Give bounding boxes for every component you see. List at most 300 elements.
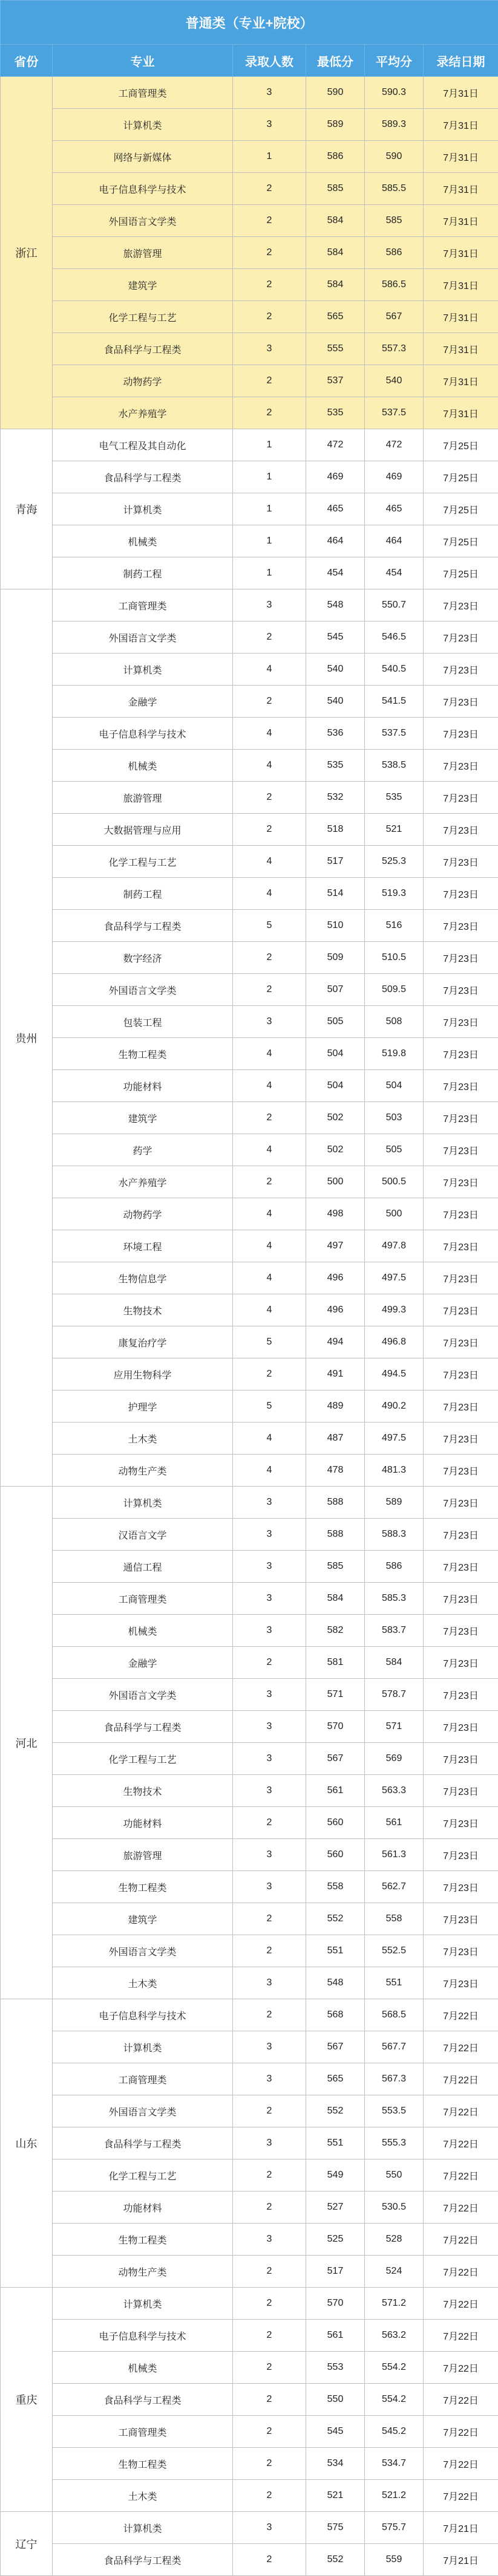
avg-score-cell: 503: [365, 1102, 424, 1134]
table-row: [1, 2352, 498, 2384]
major-cell: 外国语言文学类: [53, 1679, 233, 1711]
date-cell: 7月23日: [424, 1294, 498, 1326]
major-cell: 机械类: [53, 525, 233, 557]
table-row: [1, 1262, 498, 1294]
major-cell: 计算机类: [53, 2031, 233, 2063]
avg-score-cell: 563.2: [365, 2320, 424, 2352]
date-cell: 7月23日: [424, 1006, 498, 1038]
date-cell: 7月23日: [424, 910, 498, 942]
avg-score-cell: 508: [365, 1006, 424, 1038]
min-score-cell: 517: [306, 2256, 365, 2288]
admitted-count-cell: 3: [233, 1711, 306, 1743]
avg-score-cell: 567: [365, 301, 424, 333]
min-score-cell: 584: [306, 237, 365, 269]
min-score-cell: 548: [306, 1967, 365, 1999]
table-row: [1, 2384, 498, 2416]
major-cell: 大数据管理与应用: [53, 814, 233, 846]
admitted-count-cell: 2: [233, 1647, 306, 1679]
avg-score-cell: 562.7: [365, 1871, 424, 1903]
table-row: [1, 1935, 498, 1967]
table-row: [1, 1967, 498, 1999]
header-major: 专业: [53, 45, 233, 77]
table-row: [1, 2480, 498, 2512]
admitted-count-cell: 3: [233, 77, 306, 109]
major-cell: 动物药学: [53, 365, 233, 397]
admitted-count-cell: 3: [233, 333, 306, 365]
table-row: [1, 1390, 498, 1423]
admitted-count-cell: 3: [233, 1615, 306, 1647]
major-cell: 食品科学与工程类: [53, 2544, 233, 2576]
avg-score-cell: 578.7: [365, 1679, 424, 1711]
date-cell: 7月23日: [424, 1615, 498, 1647]
header-min-score: 最低分: [306, 45, 365, 77]
avg-score-cell: 538.5: [365, 750, 424, 782]
table-row: [1, 1102, 498, 1134]
admitted-count-cell: 4: [233, 846, 306, 878]
date-cell: 7月22日: [424, 2256, 498, 2288]
date-cell: 7月31日: [424, 365, 498, 397]
province-cell: 浙江: [1, 77, 53, 429]
major-cell: 计算机类: [53, 109, 233, 141]
table-row: [1, 686, 498, 718]
avg-score-cell: 519.8: [365, 1038, 424, 1070]
table-row: [1, 942, 498, 974]
major-cell: 工商管理类: [53, 2063, 233, 2095]
min-score-cell: 550: [306, 2384, 365, 2416]
table-row: [1, 910, 498, 942]
avg-score-cell: 585.5: [365, 173, 424, 205]
avg-score-cell: 571.2: [365, 2288, 424, 2320]
table-row: [1, 173, 498, 205]
table-row: [1, 301, 498, 333]
admitted-count-cell: 2: [233, 1807, 306, 1839]
min-score-cell: 551: [306, 2127, 365, 2159]
table-row: [1, 1679, 498, 1711]
min-score-cell: 497: [306, 1230, 365, 1262]
min-score-cell: 521: [306, 2480, 365, 2512]
province-cell: 辽宁: [1, 2512, 53, 2576]
date-cell: 7月25日: [424, 557, 498, 589]
table-row: [1, 141, 498, 173]
min-score-cell: 585: [306, 1551, 365, 1583]
date-cell: 7月31日: [424, 333, 498, 365]
date-cell: 7月23日: [424, 846, 498, 878]
admitted-count-cell: 3: [233, 2224, 306, 2256]
date-cell: 7月23日: [424, 1198, 498, 1230]
min-score-cell: 510: [306, 910, 365, 942]
table-row: [1, 654, 498, 686]
avg-score-cell: 585.3: [365, 1583, 424, 1615]
avg-score-cell: 561.3: [365, 1839, 424, 1871]
major-cell: 水产养殖学: [53, 1166, 233, 1198]
admitted-count-cell: 2: [233, 2288, 306, 2320]
table-row: [1, 557, 498, 589]
min-score-cell: 568: [306, 1999, 365, 2031]
date-cell: 7月23日: [424, 1551, 498, 1583]
table-row: [1, 2224, 498, 2256]
major-cell: 环境工程: [53, 1230, 233, 1262]
table-row: [1, 782, 498, 814]
date-cell: 7月23日: [424, 974, 498, 1006]
avg-score-cell: 563.3: [365, 1775, 424, 1807]
min-score-cell: 532: [306, 782, 365, 814]
admitted-count-cell: 3: [233, 1967, 306, 1999]
date-cell: 7月23日: [424, 1807, 498, 1839]
date-cell: 7月23日: [424, 1711, 498, 1743]
table-row: [1, 2159, 498, 2192]
date-cell: 7月25日: [424, 429, 498, 461]
admitted-count-cell: 4: [233, 750, 306, 782]
major-cell: 生物技术: [53, 1294, 233, 1326]
admitted-count-cell: 1: [233, 461, 306, 493]
date-cell: 7月22日: [424, 2031, 498, 2063]
table-row: [1, 2063, 498, 2095]
admitted-count-cell: 2: [233, 1166, 306, 1198]
major-cell: 化学工程与工艺: [53, 1743, 233, 1775]
major-cell: 工商管理类: [53, 1583, 233, 1615]
major-cell: 化学工程与工艺: [53, 301, 233, 333]
admitted-count-cell: 2: [233, 1358, 306, 1390]
table-row: [1, 589, 498, 621]
avg-score-cell: 521: [365, 814, 424, 846]
date-cell: 7月23日: [424, 654, 498, 686]
min-score-cell: 589: [306, 109, 365, 141]
major-cell: 外国语言文学类: [53, 974, 233, 1006]
major-cell: 计算机类: [53, 2288, 233, 2320]
avg-score-cell: 575.7: [365, 2512, 424, 2544]
min-score-cell: 536: [306, 718, 365, 750]
avg-score-cell: 553.5: [365, 2095, 424, 2127]
date-cell: 7月23日: [424, 1390, 498, 1423]
avg-score-cell: 499.3: [365, 1294, 424, 1326]
admitted-count-cell: 3: [233, 1743, 306, 1775]
admitted-count-cell: 2: [233, 365, 306, 397]
date-cell: 7月22日: [424, 2063, 498, 2095]
province-cell: 贵州: [1, 589, 53, 1487]
admitted-count-cell: 2: [233, 1935, 306, 1967]
avg-score-cell: 550: [365, 2159, 424, 2192]
major-cell: 动物生产类: [53, 1455, 233, 1487]
major-cell: 土木类: [53, 2480, 233, 2512]
min-score-cell: 558: [306, 1871, 365, 1903]
admitted-count-cell: 3: [233, 1679, 306, 1711]
min-score-cell: 517: [306, 846, 365, 878]
date-cell: 7月31日: [424, 301, 498, 333]
table-row: [1, 269, 498, 301]
admitted-count-cell: 2: [233, 1102, 306, 1134]
table-row: [1, 974, 498, 1006]
min-score-cell: 553: [306, 2352, 365, 2384]
date-cell: 7月22日: [424, 2384, 498, 2416]
major-cell: 功能材料: [53, 2192, 233, 2224]
date-cell: 7月31日: [424, 269, 498, 301]
major-cell: 动物生产类: [53, 2256, 233, 2288]
avg-score-cell: 583.7: [365, 1615, 424, 1647]
table-row: [1, 1615, 498, 1647]
min-score-cell: 560: [306, 1807, 365, 1839]
date-cell: 7月23日: [424, 814, 498, 846]
avg-score-cell: 557.3: [365, 333, 424, 365]
avg-score-cell: 568.5: [365, 1999, 424, 2031]
major-cell: 工商管理类: [53, 2416, 233, 2448]
admitted-count-cell: 2: [233, 269, 306, 301]
min-score-cell: 545: [306, 2416, 365, 2448]
major-cell: 旅游管理: [53, 1839, 233, 1871]
min-score-cell: 552: [306, 1903, 365, 1935]
min-score-cell: 535: [306, 750, 365, 782]
table-row: [1, 397, 498, 429]
avg-score-cell: 472: [365, 429, 424, 461]
major-cell: 建筑学: [53, 269, 233, 301]
date-cell: 7月23日: [424, 1262, 498, 1294]
header-admitted-count: 录取人数: [233, 45, 306, 77]
date-cell: 7月23日: [424, 1102, 498, 1134]
avg-score-cell: 504: [365, 1070, 424, 1102]
admitted-count-cell: 2: [233, 2159, 306, 2192]
avg-score-cell: 590.3: [365, 77, 424, 109]
avg-score-cell: 585: [365, 205, 424, 237]
date-cell: 7月22日: [424, 2224, 498, 2256]
date-cell: 7月22日: [424, 1999, 498, 2031]
table-row: [1, 750, 498, 782]
min-score-cell: 565: [306, 301, 365, 333]
min-score-cell: 478: [306, 1455, 365, 1487]
table-row: [1, 205, 498, 237]
date-cell: 7月23日: [424, 1358, 498, 1390]
major-cell: 计算机类: [53, 1487, 233, 1519]
avg-score-cell: 519.3: [365, 878, 424, 910]
date-cell: 7月22日: [424, 2416, 498, 2448]
major-cell: 建筑学: [53, 1102, 233, 1134]
avg-score-cell: 586: [365, 1551, 424, 1583]
admitted-count-cell: 4: [233, 1134, 306, 1166]
admitted-count-cell: 4: [233, 1198, 306, 1230]
avg-score-cell: 541.5: [365, 686, 424, 718]
major-cell: 食品科学与工程类: [53, 1711, 233, 1743]
admitted-count-cell: 2: [233, 814, 306, 846]
avg-score-cell: 500: [365, 1198, 424, 1230]
date-cell: 7月22日: [424, 2448, 498, 2480]
major-cell: 电子信息科学与技术: [53, 718, 233, 750]
major-cell: 网络与新媒体: [53, 141, 233, 173]
min-score-cell: 535: [306, 397, 365, 429]
min-score-cell: 551: [306, 1935, 365, 1967]
date-cell: 7月31日: [424, 109, 498, 141]
major-cell: 外国语言文学类: [53, 1935, 233, 1967]
table-row: [1, 237, 498, 269]
date-cell: 7月25日: [424, 525, 498, 557]
major-cell: 制药工程: [53, 878, 233, 910]
avg-score-cell: 465: [365, 493, 424, 525]
table-row: [1, 621, 498, 654]
major-cell: 食品科学与工程类: [53, 910, 233, 942]
min-score-cell: 582: [306, 1615, 365, 1647]
min-score-cell: 565: [306, 2063, 365, 2095]
date-cell: 7月22日: [424, 2320, 498, 2352]
admitted-count-cell: 4: [233, 1262, 306, 1294]
table-row: [1, 2031, 498, 2063]
min-score-cell: 514: [306, 878, 365, 910]
major-cell: 通信工程: [53, 1551, 233, 1583]
province-cell: 青海: [1, 429, 53, 589]
min-score-cell: 540: [306, 654, 365, 686]
admitted-count-cell: 4: [233, 718, 306, 750]
table-row: [1, 461, 498, 493]
avg-score-cell: 540.5: [365, 654, 424, 686]
min-score-cell: 540: [306, 686, 365, 718]
province-cell: 河北: [1, 1487, 53, 1999]
table-row: [1, 77, 498, 109]
table-row: [1, 2320, 498, 2352]
date-cell: 7月22日: [424, 2288, 498, 2320]
date-cell: 7月21日: [424, 2544, 498, 2576]
admitted-count-cell: 3: [233, 1487, 306, 1519]
major-cell: 食品科学与工程类: [53, 2127, 233, 2159]
major-cell: 护理学: [53, 1390, 233, 1423]
date-cell: 7月23日: [424, 1455, 498, 1487]
table-row: [1, 1166, 498, 1198]
min-score-cell: 527: [306, 2192, 365, 2224]
province-cell: 山东: [1, 1999, 53, 2288]
major-cell: 金融学: [53, 686, 233, 718]
min-score-cell: 588: [306, 1487, 365, 1519]
date-cell: 7月31日: [424, 141, 498, 173]
admitted-count-cell: 1: [233, 493, 306, 525]
admitted-count-cell: 3: [233, 1006, 306, 1038]
major-cell: 电子信息科学与技术: [53, 173, 233, 205]
table-title: 普通类（专业+院校）: [1, 1, 498, 45]
date-cell: 7月23日: [424, 686, 498, 718]
min-score-cell: 507: [306, 974, 365, 1006]
major-cell: 化学工程与工艺: [53, 2159, 233, 2192]
admitted-count-cell: 4: [233, 654, 306, 686]
min-score-cell: 561: [306, 1775, 365, 1807]
major-cell: 功能材料: [53, 1807, 233, 1839]
avg-score-cell: 558: [365, 1903, 424, 1935]
date-cell: 7月23日: [424, 1134, 498, 1166]
admitted-count-cell: 5: [233, 1326, 306, 1358]
admitted-count-cell: 1: [233, 525, 306, 557]
date-cell: 7月23日: [424, 589, 498, 621]
major-cell: 生物工程类: [53, 1038, 233, 1070]
min-score-cell: 567: [306, 2031, 365, 2063]
table-row: [1, 814, 498, 846]
admitted-count-cell: 3: [233, 2063, 306, 2095]
min-score-cell: 567: [306, 1743, 365, 1775]
admitted-count-cell: 2: [233, 237, 306, 269]
admitted-count-cell: 2: [233, 1903, 306, 1935]
admitted-count-cell: 1: [233, 429, 306, 461]
avg-score-cell: 521.2: [365, 2480, 424, 2512]
admitted-count-cell: 2: [233, 2095, 306, 2127]
table-row: [1, 718, 498, 750]
major-cell: 外国语言文学类: [53, 2095, 233, 2127]
table-body: [1, 77, 498, 2576]
avg-score-cell: 589: [365, 1487, 424, 1519]
admitted-count-cell: 1: [233, 141, 306, 173]
major-cell: 金融学: [53, 1647, 233, 1679]
date-cell: 7月23日: [424, 942, 498, 974]
major-cell: 康复治疗学: [53, 1326, 233, 1358]
date-cell: 7月23日: [424, 782, 498, 814]
major-cell: 机械类: [53, 1615, 233, 1647]
min-score-cell: 502: [306, 1134, 365, 1166]
table-row: [1, 1999, 498, 2031]
min-score-cell: 571: [306, 1679, 365, 1711]
date-cell: 7月23日: [424, 1903, 498, 1935]
avg-score-cell: 497.5: [365, 1423, 424, 1455]
avg-score-cell: 586.5: [365, 269, 424, 301]
min-score-cell: 472: [306, 429, 365, 461]
table-row: [1, 2256, 498, 2288]
admitted-count-cell: 3: [233, 1871, 306, 1903]
min-score-cell: 518: [306, 814, 365, 846]
date-cell: 7月22日: [424, 2095, 498, 2127]
table-row: [1, 2416, 498, 2448]
admitted-count-cell: 2: [233, 621, 306, 654]
min-score-cell: 500: [306, 1166, 365, 1198]
admitted-count-cell: 5: [233, 1390, 306, 1423]
avg-score-cell: 537.5: [365, 397, 424, 429]
min-score-cell: 489: [306, 1390, 365, 1423]
min-score-cell: 504: [306, 1070, 365, 1102]
table-title-row: [1, 1, 498, 45]
date-cell: 7月31日: [424, 205, 498, 237]
min-score-cell: 491: [306, 1358, 365, 1390]
min-score-cell: 561: [306, 2320, 365, 2352]
major-cell: 水产养殖学: [53, 397, 233, 429]
header-province: 省份: [1, 45, 53, 77]
date-cell: 7月23日: [424, 1487, 498, 1519]
major-cell: 药学: [53, 1134, 233, 1166]
date-cell: 7月23日: [424, 621, 498, 654]
date-cell: 7月23日: [424, 1583, 498, 1615]
date-cell: 7月23日: [424, 1230, 498, 1262]
date-cell: 7月23日: [424, 1839, 498, 1871]
date-cell: 7月23日: [424, 750, 498, 782]
date-cell: 7月22日: [424, 2192, 498, 2224]
admitted-count-cell: 2: [233, 2256, 306, 2288]
major-cell: 数字经济: [53, 942, 233, 974]
table-row: [1, 1230, 498, 1262]
admitted-count-cell: 4: [233, 1294, 306, 1326]
date-cell: 7月25日: [424, 461, 498, 493]
avg-score-cell: 516: [365, 910, 424, 942]
date-cell: 7月22日: [424, 2159, 498, 2192]
admitted-count-cell: 2: [233, 974, 306, 1006]
major-cell: 包装工程: [53, 1006, 233, 1038]
major-cell: 化学工程与工艺: [53, 846, 233, 878]
admitted-count-cell: 3: [233, 1839, 306, 1871]
avg-score-cell: 509.5: [365, 974, 424, 1006]
admitted-count-cell: 2: [233, 205, 306, 237]
min-score-cell: 505: [306, 1006, 365, 1038]
avg-score-cell: 586: [365, 237, 424, 269]
admitted-count-cell: 3: [233, 1775, 306, 1807]
major-cell: 功能材料: [53, 1070, 233, 1102]
date-cell: 7月23日: [424, 1871, 498, 1903]
major-cell: 生物工程类: [53, 1871, 233, 1903]
avg-score-cell: 569: [365, 1743, 424, 1775]
min-score-cell: 487: [306, 1423, 365, 1455]
admitted-count-cell: 1: [233, 557, 306, 589]
avg-score-cell: 537.5: [365, 718, 424, 750]
admitted-count-cell: 4: [233, 1070, 306, 1102]
avg-score-cell: 590: [365, 141, 424, 173]
table-row: [1, 2192, 498, 2224]
min-score-cell: 525: [306, 2224, 365, 2256]
header-avg-score: 平均分: [365, 45, 424, 77]
